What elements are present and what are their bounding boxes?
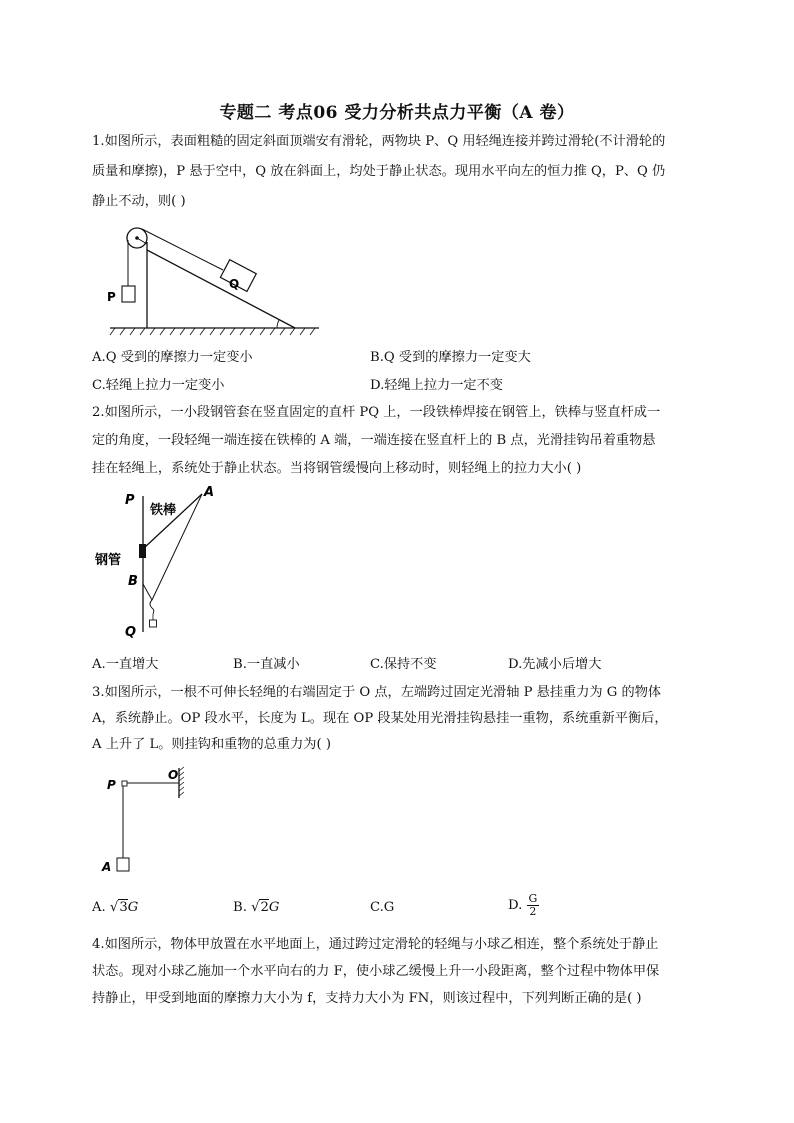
q2-line-1: 2.如图所示，一小段钢管套在竖直固定的直杆 PQ 上，一段铁棒焊接在钢管上，铁棒与竖直杆成一	[92, 405, 661, 420]
page-title: 专题二 考点06 受力分析共点力平衡（A 卷）	[219, 103, 575, 123]
steel-tube	[139, 544, 146, 558]
q4-line-3: 持静止，甲受到地面的摩擦力大小为 f，支持力大小为 FN，则该过程中，下列判断正确的是( )	[92, 991, 642, 1006]
q2-option-d: D.先减小后增大	[508, 657, 602, 672]
q1-label-p: P	[107, 290, 116, 304]
hanging-weight	[150, 620, 157, 627]
q2-line-3: 挂在轻绳上，系统处于静止状态。当将钢管缓慢向上移动时，则轻绳上的拉力大小( )	[92, 461, 582, 476]
q2-label-b: B	[128, 574, 138, 589]
q1-option-a: A.Q 受到的摩擦力一定变小	[92, 350, 253, 365]
q2-line-2: 定的角度，一段轻绳一端连接在铁棒的 A 端，一端连接在竖直杆上的 B 点，光滑挂钩吊着重物悬	[92, 433, 656, 448]
q3-option-a: A. √3G	[92, 900, 139, 915]
q2-label-p: P	[125, 493, 135, 508]
q1-option-d: D.轻绳上拉力一定不变	[370, 378, 503, 393]
q2-option-b: B.一直减小	[233, 657, 300, 672]
q1-label-q: Q	[229, 277, 240, 291]
q1-line-2: 质量和摩擦)，P 悬于空中，Q 放在斜面上，均处于静止状态。现用水平向左的恒力推 Q，P、Q 仍	[92, 164, 666, 179]
q3-label-p: P	[107, 778, 116, 792]
q2-label-rod: 铁棒	[150, 503, 177, 518]
q4-line-2: 状态。现对小球乙施加一个水平向右的力 F，使小球乙缓慢上升一小段距离，整个过程中物体甲保	[92, 964, 660, 979]
q3-option-b: B. √2G	[233, 900, 280, 915]
q2-option-a: A.一直增大	[92, 657, 159, 672]
q1-line-1: 1.如图所示，表面粗糙的固定斜面顶端安有滑轮，两物块 P、Q 用轻绳连接并跨过滑轮(不计滑轮的	[92, 134, 666, 149]
block-a	[117, 858, 129, 871]
q1-option-b: B.Q 受到的摩擦力一定变大	[370, 350, 531, 365]
axle-p	[122, 781, 127, 786]
q3-line-2: A，系统静止。OP 段水平，长度为 L。现在 OP 段某处用光滑挂钩悬挂一重物，系统重新平衡后，	[92, 711, 668, 726]
q1-line-3: 静止不动，则( )	[92, 194, 186, 209]
block-p	[122, 286, 135, 302]
q2-label-q: Q	[125, 625, 137, 640]
q1-option-c: C.轻绳上拉力一定变小	[92, 378, 225, 393]
q2-label-a: A	[204, 485, 215, 500]
q3-line-3: A 上升了 L。则挂钩和重物的总重力为( )	[92, 737, 331, 752]
q1-incline-figure	[105, 222, 325, 344]
q2-rod-figure	[92, 484, 242, 642]
q3-label-a: A	[102, 860, 112, 874]
q4-line-1: 4.如图所示，物体甲放置在水平地面上，通过跨过定滑轮的轻绳与小球乙相连，整个系统处于静止	[92, 937, 659, 952]
q3-option-d: D. $\frac{G}{2}$	[508, 892, 538, 918]
q3-label-o: O	[168, 768, 179, 782]
q2-label-tube: 钢管	[95, 553, 122, 568]
q2-option-c: C.保持不变	[370, 657, 437, 672]
q3-option-c: C.G	[370, 900, 395, 915]
q3-line-1: 3.如图所示，一根不可伸长轻绳的右端固定于 O 点，左端跨过固定光滑轴 P 悬挂重力为 G 的物体	[92, 685, 662, 700]
q3-pulley-figure	[98, 764, 198, 876]
